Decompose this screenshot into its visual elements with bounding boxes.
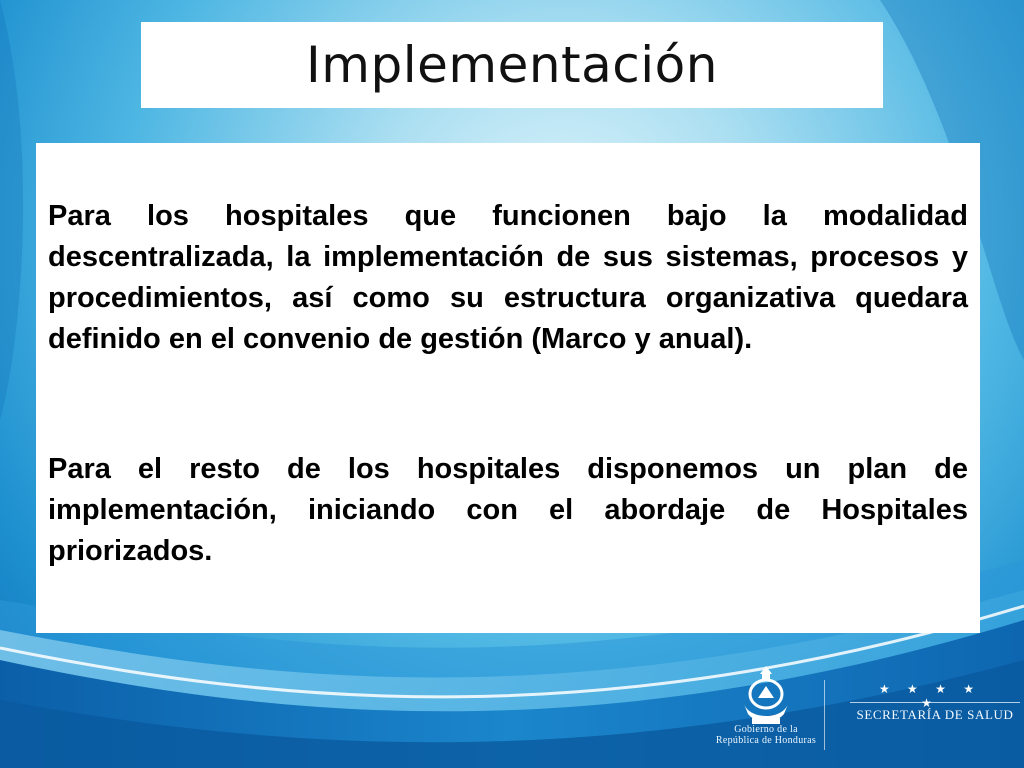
content-box — [36, 143, 980, 633]
footer-logos — [700, 660, 1020, 760]
ministry-label: SECRETARÍA DE SALUD — [850, 702, 1020, 723]
coat-of-arms-icon — [736, 664, 796, 728]
paragraph-decentralized: Para los hospitales que funcionen bajo la modalidad descentralizada, la implementación de sus sistemas, procesos y procedimientos, así como su estructura organizativa quedara definido en el convenio de gestión (Marco y anual). — [48, 200, 968, 355]
government-label — [706, 724, 826, 746]
slide-title: Implementación — [306, 36, 718, 94]
footer-divider — [824, 680, 825, 750]
government-line-1: Gobierno de la — [734, 724, 798, 735]
government-line-2: República de Honduras — [715, 735, 817, 746]
paragraph-implementation-plan: Para el resto de los hospitales disponemos un plan de implementación, iniciando con el abordaje de Hospitales priorizados. — [48, 453, 968, 567]
stars-icon: ★ ★ ★ ★ ★ — [878, 682, 982, 710]
title-box — [141, 22, 883, 108]
